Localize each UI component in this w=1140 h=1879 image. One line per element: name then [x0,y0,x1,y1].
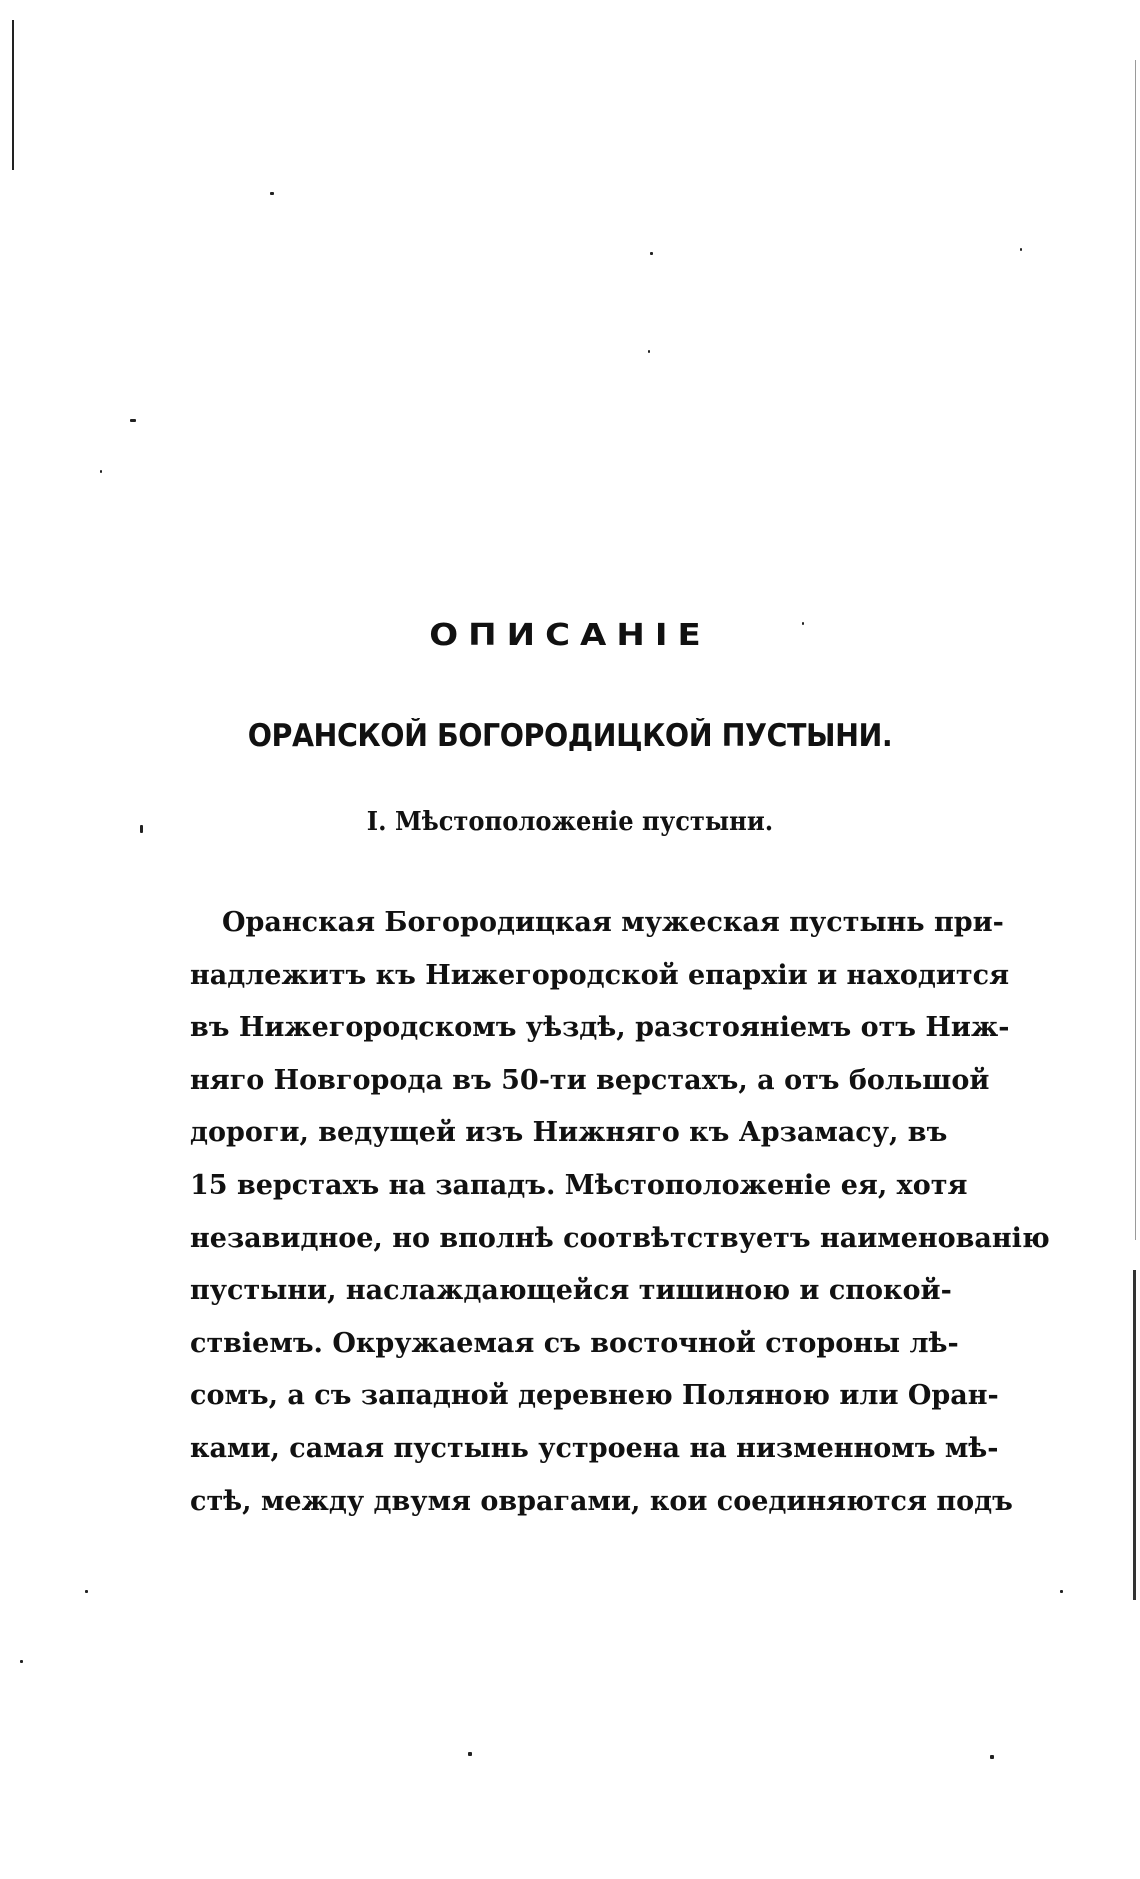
scan-speck [85,1590,88,1593]
scan-edge-left [12,20,14,170]
scan-speck [270,192,274,195]
scan-speck [1060,1590,1063,1593]
text-line: въ Нижегородскомъ уѣздѣ, разстояніемъ отъ Ниж- [190,1012,1010,1044]
scan-speck [990,1755,994,1759]
scan-speck [648,350,650,353]
section-heading: I. Мѣстоположеніе пустыни. [366,807,774,837]
text-line: ствіемъ. Окружаемая съ восточной стороны лѣ- [190,1327,959,1359]
text-line: надлежитъ къ Нижегородской епархіи и находится [190,959,1010,991]
scan-speck [20,1660,23,1663]
page-title: ОПИСАНІЕ [429,617,711,653]
text-line: няго Новгорода въ 50-ти верстахъ, а отъ большой [190,1064,990,1096]
scan-speck [468,1752,472,1756]
text-line: незавидное, но вполнѣ соотвѣтствуетъ наименованію [190,1222,1050,1254]
page-subtitle: ОРАНСКОЙ БОГОРОДИЦКОЙ ПУСТЫНИ. [247,718,893,754]
text-line: дороги, ведущей изъ Нижняго къ Арзамасу, въ [190,1117,948,1149]
text-line: стѣ, между двумя оврагами, кои соединяются подъ [190,1485,1013,1517]
scan-speck [100,470,102,473]
scan-speck [650,252,653,255]
body-paragraph [190,897,1050,1528]
text-line: 15 верстахъ на западъ. Мѣстоположеніе ея, хотя [190,1169,968,1201]
scan-edge-right [1133,1270,1136,1600]
text-line: Оранская Богородицкая мужеская пустынь при- [222,907,1004,938]
text-line: ками, самая пустынь устроена на низменномъ мѣ- [190,1432,999,1464]
text-line: сомъ, а съ западной деревнею Поляною или Оран- [190,1380,999,1412]
scan-speck [1020,248,1022,251]
text-line: пустыни, наслаждающейся тишиною и спокой- [190,1275,952,1307]
scan-speck [130,419,136,422]
